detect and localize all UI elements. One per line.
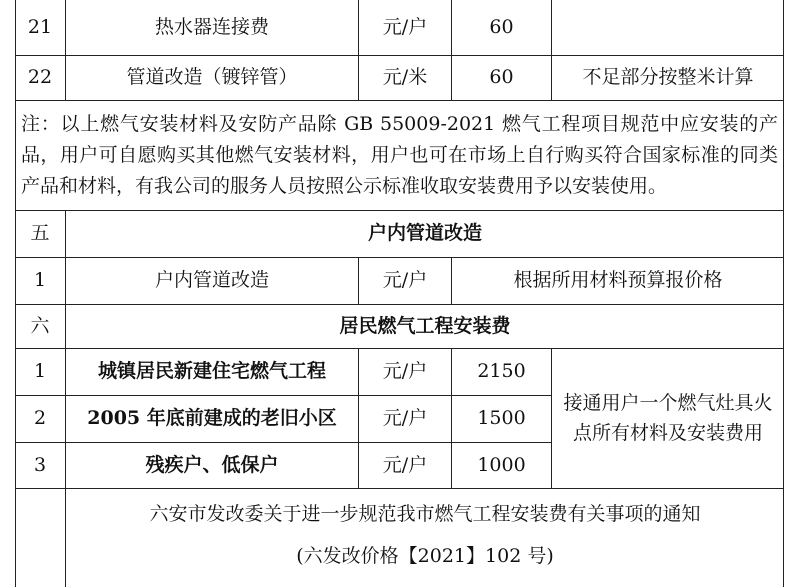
section-header bbox=[15, 211, 784, 258]
item-name: 残疾户、低保户 bbox=[145, 453, 279, 476]
row-number: 2 bbox=[33, 407, 47, 430]
section-header bbox=[15, 305, 784, 349]
row-number: 22 bbox=[27, 66, 53, 89]
remark: 不足部分按整米计算 bbox=[582, 66, 754, 89]
unit: 元/户 bbox=[382, 360, 428, 383]
source-block bbox=[15, 489, 784, 587]
table-row bbox=[15, 56, 784, 101]
unit: 元/户 bbox=[382, 453, 428, 476]
price: 60 bbox=[489, 15, 514, 38]
item-name: 城镇居民新建住宅燃气工程 bbox=[97, 360, 326, 383]
remark: 接通用户一个燃气灶具火点所有材料及安装费用 bbox=[563, 392, 773, 444]
price: 1500 bbox=[477, 407, 526, 430]
table-row bbox=[15, 0, 784, 56]
row-number: 1 bbox=[33, 269, 47, 292]
unit: 元/米 bbox=[382, 66, 428, 89]
row-number: 21 bbox=[27, 15, 53, 38]
price: 60 bbox=[489, 66, 514, 89]
item-name: 热水器连接费 bbox=[154, 15, 269, 38]
row-number: 1 bbox=[33, 360, 47, 383]
section-title: 居民燃气工程安装费 bbox=[339, 314, 511, 337]
price: 2150 bbox=[477, 360, 526, 383]
note-text: 注：以上燃气安装材料及安防产品除 GB 55009-2021 燃气工程项目规范中应安装的产品，用户可自愿购买其他燃气安装材料，用户也可在市场上自行购买符合国家标准的同类产品和材料，有我公司的服务人员按照公示标准收取安装费用予以安装使用。 bbox=[21, 113, 778, 197]
row-number: 3 bbox=[33, 453, 47, 476]
unit: 元/户 bbox=[382, 407, 428, 430]
section-number: 五 bbox=[30, 222, 50, 245]
table-row bbox=[15, 258, 784, 305]
section-title: 户内管道改造 bbox=[367, 222, 482, 245]
item-name: 管道改造（镀锌管） bbox=[126, 66, 298, 89]
remark: 根据所用材料预算报价格 bbox=[513, 269, 723, 292]
unit: 元/户 bbox=[382, 15, 428, 38]
note-row bbox=[15, 101, 784, 211]
remark bbox=[552, 0, 784, 55]
source-line-1: 六安市发改委关于进一步规范我市燃气工程安装费有关事项的通知 bbox=[149, 503, 701, 525]
price: 1000 bbox=[477, 453, 526, 476]
item-name: 2005 年底前建成的老旧小区 bbox=[87, 407, 337, 430]
item-name: 户内管道改造 bbox=[154, 269, 269, 292]
section6-block bbox=[15, 349, 784, 489]
section-number: 六 bbox=[30, 314, 50, 337]
unit: 元/户 bbox=[382, 269, 428, 292]
source-line-2: (六发改价格【2021】102 号) bbox=[296, 545, 554, 567]
